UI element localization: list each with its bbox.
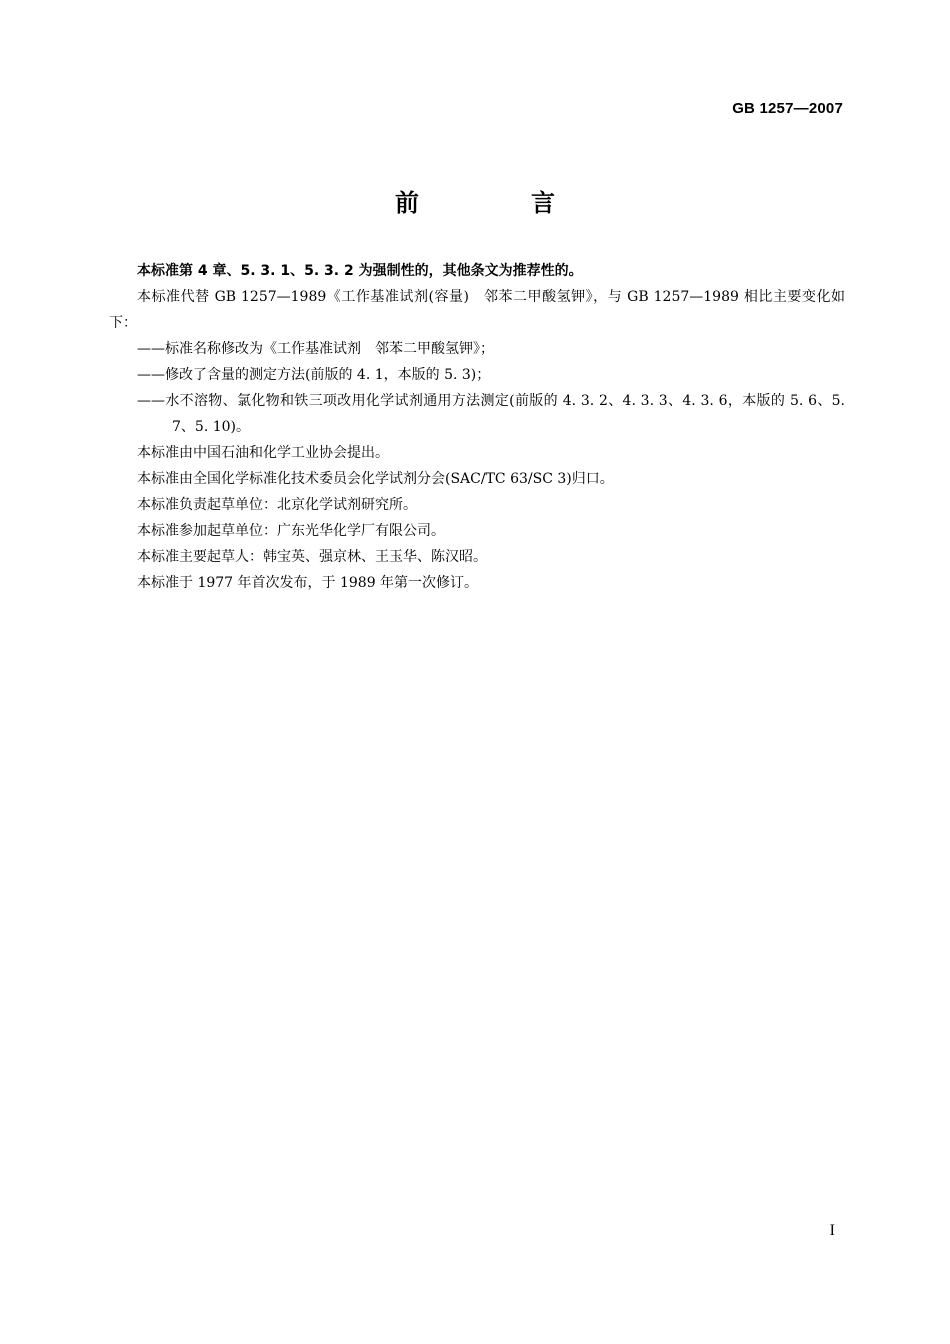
foreword-body [109, 258, 845, 596]
change-item-3: ——水不溶物、氯化物和铁三项改用化学试剂通用方法测定(前版的 4. 3. 2、4. 3. 3、4. 3. 6，本版的 5. 6、5. 7、5. 10)。 [137, 393, 845, 435]
drafting-unit-paragraph: 本标准负责起草单位：北京化学试剂研究所。 [137, 497, 417, 513]
mandatory-clause-paragraph: 本标准第 4 章、5. 3. 1、5. 3. 2 为强制性的，其他条文为推荐性的。 [137, 263, 583, 279]
change-item-2: ——修改了含量的测定方法(前版的 4. 1，本版的 5. 3)； [137, 367, 491, 383]
change-item-1: ——标准名称修改为《工作基准试剂 邻苯二甲酸氢钾》； [137, 341, 494, 357]
page-number: I [829, 1222, 835, 1239]
proposed-by-paragraph: 本标准由中国石油和化学工业协会提出。 [137, 445, 389, 461]
history-paragraph: 本标准于 1977 年首次发布，于 1989 年第一次修订。 [137, 575, 479, 591]
participating-unit-paragraph: 本标准参加起草单位：广东光华化学厂有限公司。 [137, 523, 445, 539]
jurisdiction-paragraph: 本标准由全国化学标准化技术委员会化学试剂分会(SAC/TC 63/SC 3)归口。 [137, 471, 614, 487]
page-title: 前 言 [395, 189, 599, 217]
drafters-paragraph: 本标准主要起草人：韩宝英、强京林、王玉华、陈汉昭。 [137, 549, 487, 565]
replacement-paragraph: 本标准代替 GB 1257—1989《工作基准试剂(容量) 邻苯二甲酸氢钾》，与 GB 1257—1989 相比主要变化如下： [109, 289, 845, 331]
standard-id: GB 1257—2007 [732, 100, 843, 117]
